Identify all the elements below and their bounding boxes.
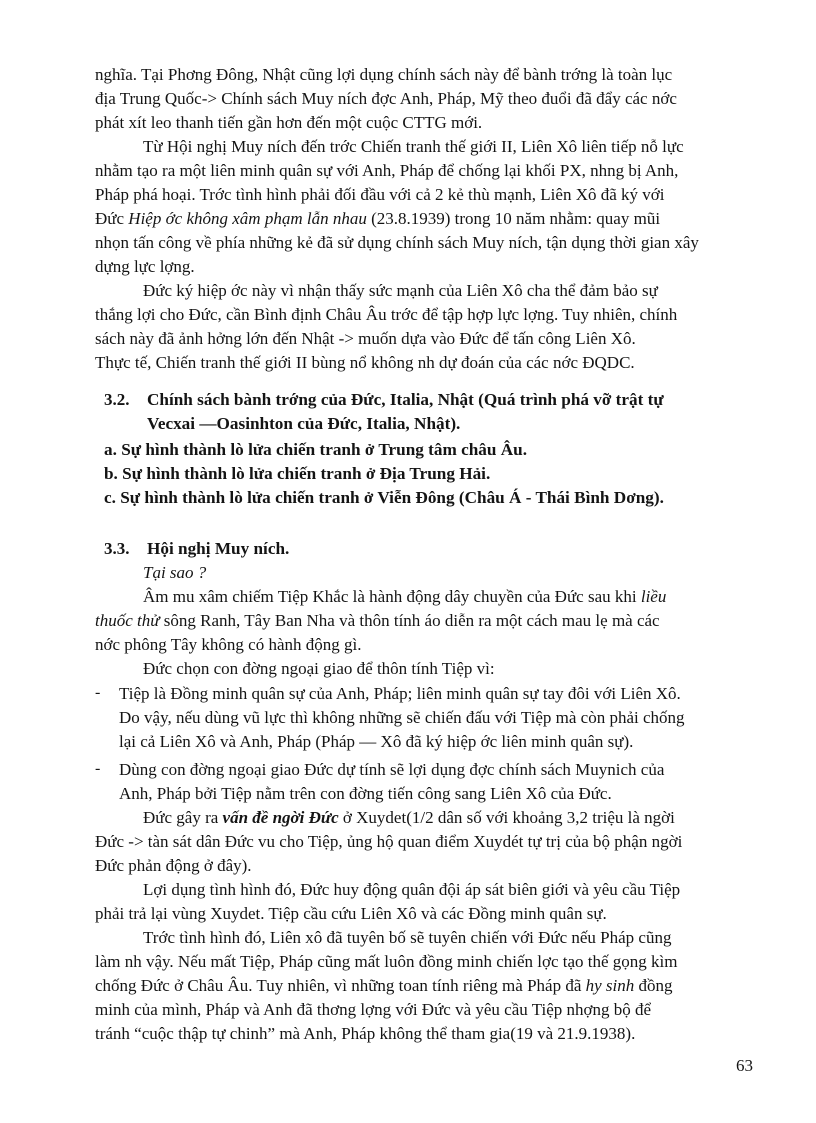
text-run: sông Ranh, Tây Ban Nha và thôn tính áo diễn ra một cách mau lẹ mà các [159,611,660,630]
page-number: 63 [736,1056,753,1075]
text-run: Đức gây ra [143,808,223,827]
subsection-heading: c. Sự hình thành lò lửa chiến tranh ở Viễn Đông (Châu Á - Thái Bình Dơng). [104,488,664,507]
text-line: Do vậy, nếu dùng vũ lực thì không những sẽ chiến đấu với Tiệp mà còn phải chống [119,708,685,727]
text-line: Pháp phá hoại. Trớc tình hình phải đối đầu với cả 2 kẻ thù mạnh, Liên Xô đã ký với [95,185,665,204]
text-run: chống Đức ở Châu Âu. Tuy nhiên, vì những toan tính riêng mà Pháp đã [95,976,586,995]
text-line: nớc phông Tây không có hành động gì. [95,635,362,654]
bullet-marker: - [95,684,101,701]
section-number: 3.3. [104,539,130,558]
text-run: ở Xuydet(1/2 dân số với khoảng 3,2 triệu là ngời [338,808,675,827]
section-number: 3.2. [104,390,130,409]
text-line: Lợi dụng tình hình đó, Đức huy động quân đội áp sát biên giới và yêu cầu Tiệp [143,880,681,899]
text-line: tránh “cuộc thập tự chinh” mà Anh, Pháp không thể tham gia(19 và 21.9.1938). [95,1024,636,1043]
text-line: Từ Hội nghị Muy ních đến trớc Chiến tranh thế giới II, Liên Xô liên tiếp nỗ lực [143,137,684,156]
bold-italic-text: vấn đề ngời Đức [222,808,339,827]
section-heading: Chính sách bành trớng của Đức, Italia, Nhật (Quá trình phá vỡ trật tự [147,390,664,409]
text-line [95,207,660,231]
italic-text: thuốc thử [95,611,160,630]
text-line: Tiệp là Đồng minh quân sự của Anh, Pháp; liên minh quân sự tay đôi với Liên Xô. [119,684,681,703]
subsection-heading: a. Sự hình thành lò lửa chiến tranh ở Trung tâm châu Âu. [104,440,528,459]
text-line: Thực tế, Chiến tranh thế giới II bùng nổ không nh dự đoán của các nớc ĐQDC. [95,353,635,372]
text-line: phát xít leo thanh tiến gần hơn đến một cuộc CTTG mới. [95,113,483,132]
text-line: thắng lợi cho Đức, cần Bình định Châu Âu trớc để tập hợp lực lợng. Tuy nhiên, chính [95,305,678,324]
italic-text: Tại sao ? [143,563,207,582]
text-line [95,609,660,633]
text-line: nhằm tạo ra một liên minh quân sự với Anh, Pháp để chống lại khối PX, nhng bị Anh, [95,161,679,180]
text-line: phải trả lại vùng Xuydet. Tiệp cầu cứu Liên Xô và các Đồng minh quân sự. [95,904,607,923]
text-line: nghĩa. Tại Phơng Đông, Nhật cũng lợi dụng chính sách này để bành trớng là toàn lục [95,65,673,84]
text-line: Anh, Pháp bởi Tiệp nằm trên con đờng tiến công sang Liên Xô của Đức. [119,784,612,803]
text-line: Dùng con đờng ngoại giao Đức dự tính sẽ lợi dụng đợc chính sách Muynich của [119,760,665,779]
text-line: dựng lực lợng. [95,257,195,276]
text-line: Đức chọn con đờng ngoại giao để thôn tính Tiệp vì: [143,659,495,678]
italic-text: liều [640,587,667,606]
text-line: địa Trung Quốc-> Chính sách Muy ních đợc Anh, Pháp, Mỹ theo đuổi đã đẩy các nớc [95,89,677,108]
text-line: làm nh vậy. Nếu mất Tiệp, Pháp cũng mất luôn đồng minh chiến lợc tạo thế gọng kìm [95,952,678,971]
section-heading: Vecxai —Oasinhton của Đức, Italia, Nhật). [147,414,461,433]
section-heading: Hội nghị Muy ních. [147,539,290,558]
text-line: Đức phản động ở đây). [95,856,252,875]
text-run: Âm mu xâm chiếm Tiệp Khắc là hành động dây chuyền của Đức sau khi [143,587,641,606]
text-line: Đức -> tàn sát dân Đức vu cho Tiệp, ủng hộ quan điểm Xuydét tự trị của bộ phận ngời [95,832,683,851]
text-run: Đức [95,209,129,228]
text-line: nhọn tấn công về phía những kẻ đã sử dụng chính sách Muy ních, tận dụng thời gian xây [95,233,699,252]
text-line: sách này đã ảnh hởng lớn đến Nhật -> muốn dựa vào Đức để tấn công Liên Xô. [95,329,636,348]
italic-text: Hiệp ớc không xâm phạm lẫn nhau [128,209,367,228]
text-run: (23.8.1939) trong 10 năm nhằm: quay mũi [366,209,661,228]
text-line [95,974,673,998]
subsection-heading: b. Sự hình thành lò lửa chiến tranh ở Địa Trung Hải. [104,464,491,483]
bullet-marker: - [95,760,101,777]
text-line [143,585,666,609]
italic-text: hy sinh [585,976,635,995]
text-line: Trớc tình hình đó, Liên xô đã tuyên bố sẽ tuyên chiến với Đức nếu Pháp cũng [143,928,672,947]
text-line: lại cả Liên Xô và Anh, Pháp (Pháp — Xô đã ký hiệp ớc liên minh quân sự). [119,732,634,751]
text-line: minh của mình, Pháp và Anh đã thơng lợng với Đức và yêu cầu Tiệp nhợng bộ để [95,1000,652,1019]
text-run: đồng [634,976,673,995]
text-line [143,806,675,830]
text-line: Đức ký hiệp ớc này vì nhận thấy sức mạnh của Liên Xô cha thể đảm bảo sự [143,281,658,300]
